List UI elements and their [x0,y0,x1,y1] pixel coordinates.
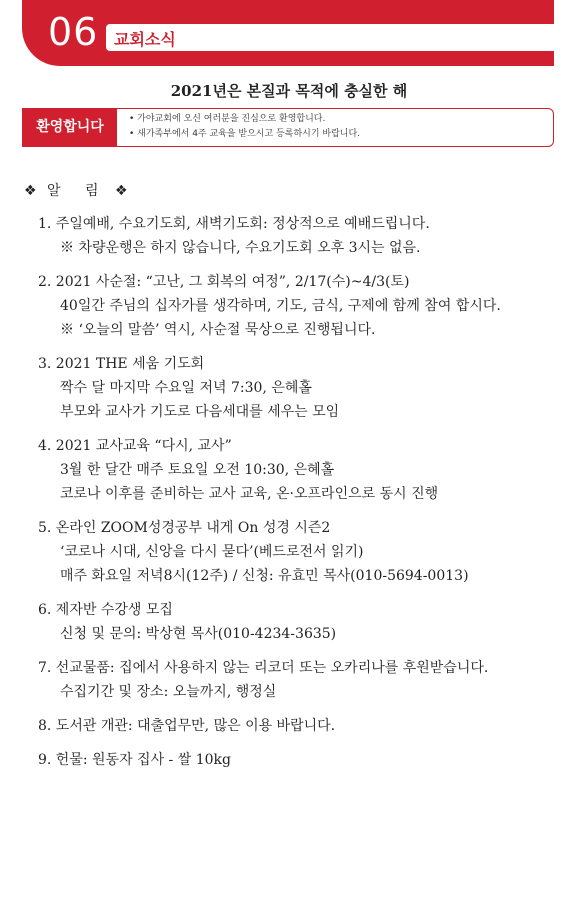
notice-detail: 짝수 달 마지막 수요일 저녁 7:30, 은혜홀 [60,380,312,396]
section-header-banner [22,0,554,66]
notice-main: 4. 2021 교사교육 “다시, 교사” [38,438,232,454]
notice-main: 8. 도서관 개관: 대출업무만, 많은 이용 바랍니다. [38,718,336,734]
notice-detail: 40일간 주님의 십자가를 생각하며, 기도, 금식, 구제에 함께 참여 합시다. [60,298,501,314]
notice-item [38,434,568,506]
notice-item [38,656,568,704]
notice-item [38,748,568,772]
notice-detail: ※ ‘오늘의 말씀’ 역시, 사순절 묵상으로 진행됩니다. [60,322,376,338]
notice-detail: 부모와 교사가 기도로 다음세대를 세우는 모임 [60,404,340,420]
section-number: 06 [48,10,99,54]
notice-item [38,352,568,424]
welcome-label: 환영합니다 [23,109,117,146]
notice-item [38,270,568,342]
notice-detail: 코로나 이후를 준비하는 교사 교육, 온·오프라인으로 동시 진행 [60,486,439,502]
notice-list [38,212,568,782]
notice-item [38,212,568,260]
notice-detail: ‘코로나 시대, 신앙을 다시 묻다’(베드로전서 읽기) [60,544,364,560]
welcome-line: • 가야교회에 오신 여러분을 진심으로 환영합니다. [129,112,360,127]
welcome-line: • 새가족부에서 4주 교육을 받으시고 등록하시기 바랍니다. [129,127,360,142]
notices-heading [24,180,128,200]
notice-main: 1. 주일예배, 수요기도회, 새벽기도회: 정상적으로 예배드립니다. [38,216,430,232]
notice-main: 5. 온라인 ZOOM성경공부 내게 On 성경 시즌2 [38,520,331,536]
notice-item [38,598,568,646]
welcome-lines [129,112,360,142]
diamond-icon: ❖ [114,183,128,199]
notice-detail: 3월 한 달간 매주 토요일 오전 10:30, 은혜홀 [60,462,335,478]
notices-heading-label: 알 림 [47,183,109,199]
notice-detail: 매주 화요일 저녁8시(12주) / 신청: 유효민 목사(010-5694-0013) [60,568,469,584]
notice-detail: 신청 및 문의: 박상현 목사(010-4234-3635) [60,626,337,642]
notice-main: 9. 헌물: 원동자 집사 - 쌀 10kg [38,752,231,768]
notice-item [38,516,568,588]
notice-item [38,714,568,738]
notice-main: 7. 선교물품: 집에서 사용하지 않는 리코더 또는 오카리나를 후원받습니다. [38,660,489,676]
notice-detail: ※ 차량운행은 하지 않습니다, 수요기도회 오후 3시는 없음. [60,240,421,256]
section-title: 교회소식 [114,30,176,49]
section-title-pill [106,24,554,51]
notice-detail: 수집기간 및 장소: 오늘까지, 행정실 [60,684,277,700]
welcome-box [22,108,554,147]
year-theme: 2021년은 본질과 목적에 충실한 해 [170,82,408,100]
notice-main: 3. 2021 THE 세움 기도회 [38,356,205,372]
diamond-icon: ❖ [24,183,37,199]
notice-main: 2. 2021 사순절: “고난, 그 회복의 여정”, 2/17(수)~4/3(토) [38,274,410,290]
notice-main: 6. 제자반 수강생 모집 [38,602,173,618]
